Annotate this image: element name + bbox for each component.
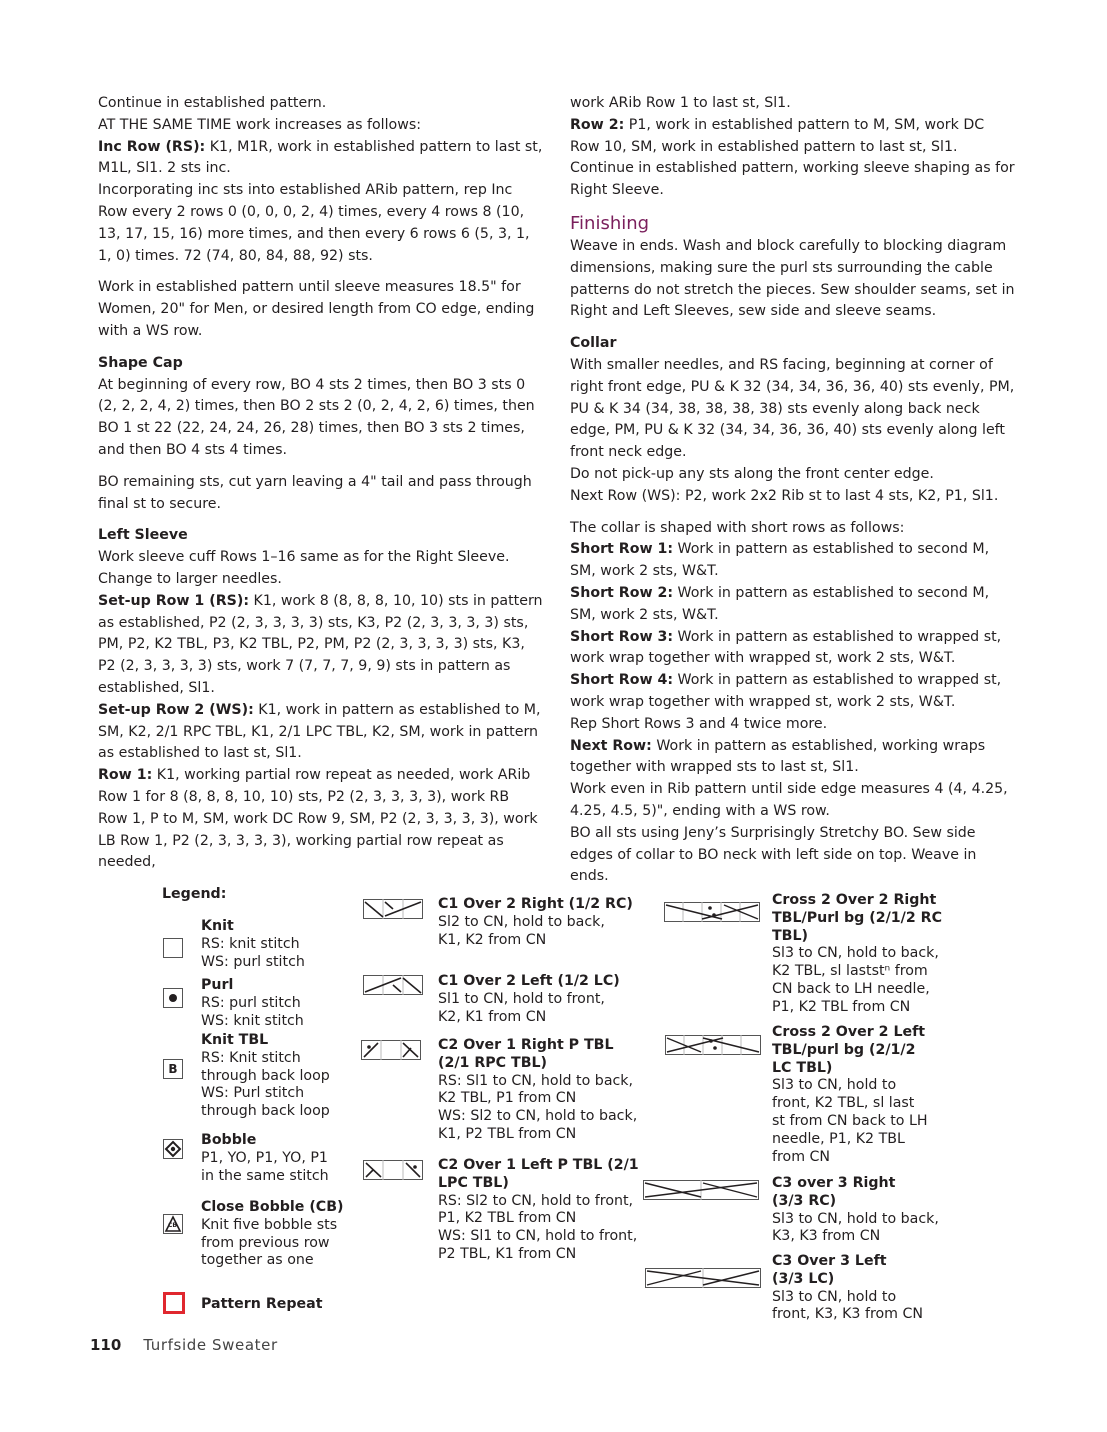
legend-c2-over-1-left-p-tbl	[438, 1157, 639, 1264]
text-line: Next Row (WS): P2, work 2x2 Rib st to last 4 sts, K2, P1, Sl1.	[570, 487, 999, 504]
legend-item-desc: K3, K3 from CN	[772, 1228, 881, 1245]
legend-item-title: C1 Over 2 Left (1/2 LC)	[438, 973, 620, 989]
legend-item-desc: P1, K2 TBL from CN	[438, 1210, 577, 1227]
cross-2-over-2-left-tbl-symbol-icon	[665, 1035, 761, 1055]
legend-item-title: Knit TBL	[201, 1032, 269, 1048]
legend-item-title: C1 Over 2 Right (1/2 RC)	[438, 896, 633, 912]
legend-item-title: Close Bobble (CB)	[201, 1199, 344, 1215]
collar-text	[570, 355, 1015, 508]
short-row-4-text: Work in pattern as established to wrapped st, work wrap together with wrapped st, work 2 sts, W&T.	[570, 672, 1002, 710]
page-footer	[90, 1336, 278, 1354]
short-row-3-label: Short Row 3:	[570, 628, 674, 645]
inc-row-text: K1, M1R, work in established pattern to last st, M1L, Sl1. 2 sts inc.	[98, 138, 543, 177]
legend-item-desc: CN back to LH needle,	[772, 980, 930, 997]
legend-item-title: TBL)	[772, 927, 809, 944]
legend-purl	[201, 977, 304, 1030]
c2-over-1-right-p-tbl-symbol-icon	[361, 1040, 421, 1060]
text-line: The collar is shaped with short rows as follows:	[570, 519, 905, 536]
legend-cross-2-over-2-right-tbl	[772, 892, 942, 1017]
short-row-2-text: Work in pattern as established to second M, SM, work 2 sts, W&T.	[570, 584, 990, 623]
legend-item-title: C2 Over 1 Right P TBL	[438, 1037, 614, 1053]
shape-cap-text: At beginning of every row, BO 4 sts 2 times, then BO 3 sts 0 (2, 2, 2, 4, 2) times, then BO 2 sts 2 (0, 2, 4, 2, 6) times, then BO 1 st 22 (22, 24, 24, 26, 28) times, then BO 3 sts 2 times, and then BO 4 sts 4 times.	[98, 376, 535, 458]
collar-heading: Collar	[570, 335, 617, 352]
intro-paragraph	[98, 93, 543, 267]
legend-item-title: C3 over 3 Right	[772, 1175, 896, 1191]
legend-item-desc: from CN	[772, 1148, 831, 1165]
page-number: 110	[90, 1336, 122, 1354]
legend-item-desc: WS: Sl2 to CN, hold to back,	[438, 1108, 638, 1125]
text-line: Work even in Rib pattern until side edge measures 4 (4, 4.25, 4.25, 4.5, 5)", ending with a WS row.	[570, 781, 1008, 819]
legend-item-desc: WS: purl stitch	[201, 953, 305, 970]
left-sleeve-text	[98, 547, 543, 874]
legend-c1-over-2-right	[438, 896, 633, 949]
text-line: AT THE SAME TIME work increases as follows:	[98, 116, 421, 133]
setup-row-2-text: K1, work in pattern as established to M, SM, K2, 2/1 RPC TBL, K1, 2/1 LPC TBL, K2, SM, work in pattern as established to last st, Sl1.	[98, 701, 541, 762]
legend-item-title: Cross 2 Over 2 Left	[772, 1024, 926, 1040]
legend-c1-over-2-left	[438, 973, 620, 1026]
bind-off-text: BO remaining sts, cut yarn leaving a 4" tail and pass through final st to secure.	[98, 473, 532, 512]
inc-row-label: Inc Row (RS):	[98, 138, 206, 155]
legend-item-desc: K1, P2 TBL from CN	[438, 1125, 577, 1142]
finishing-text: Weave in ends. Wash and block carefully to blocking diagram dimensions, making sure the purl sts surrounding the cable patterns do not stretch the pieces. Sew shoulder seams, set in Right and Left Sleeves, sew side and sleeve seams.	[570, 237, 1015, 320]
text-line: Work sleeve cuff Rows 1–16 same as for the Right Sleeve.	[98, 549, 510, 566]
legend-pattern-repeat: Pattern Repeat	[201, 1296, 323, 1312]
short-row-4-label: Short Row 4:	[570, 672, 674, 689]
legend-item-desc: RS: Sl1 to CN, hold to back,	[438, 1072, 634, 1089]
legend-item-desc: WS: knit stitch	[201, 1012, 304, 1029]
cross-2-over-2-right-tbl-symbol-icon	[664, 902, 760, 922]
setup-row-2-label: Set-up Row 2 (WS):	[98, 701, 254, 718]
setup-row-1-text: K1, work 8 (8, 8, 8, 10, 10) sts in pattern as established, P2 (2, 3, 3, 3, 3) sts, K3, P2 (2, 3, 3, 3, 3) sts, PM, P2, K2 TBL, P3, K2 TBL, P2, PM, P2 (2, 3, 3, 3, 3) sts, K3, P2 (2, 3, 3, 3, 3) sts, work 7 (7, 7, 7, 9, 9) sts in pattern as established, Sl1.	[98, 592, 543, 696]
legend-title: Legend:	[162, 886, 227, 902]
legend-item-title: Bobble	[201, 1132, 257, 1148]
text-line: Continue in established pattern, working sleeve shaping as for Right Sleeve.	[570, 160, 1015, 199]
knit-tbl-symbol-icon: B	[163, 1059, 183, 1079]
pattern-repeat-symbol-icon	[163, 1292, 185, 1314]
legend-item-title: C2 Over 1 Left P TBL (2/1	[438, 1157, 639, 1173]
legend-knit-tbl	[201, 1032, 330, 1121]
legend-item-desc: together as one	[201, 1252, 314, 1269]
legend-item-desc: st from CN back to LH	[772, 1112, 928, 1129]
text-line: Rep Short Rows 3 and 4 twice more.	[570, 715, 828, 732]
legend-item-desc: P1, YO, P1, YO, P1	[201, 1149, 328, 1166]
close-bobble-symbol-icon	[163, 1214, 183, 1234]
legend-item-desc: Knit five bobble sts	[201, 1216, 338, 1233]
short-row-1-text: Work in pattern as established to second M, SM, work 2 sts, W&T.	[570, 541, 990, 580]
legend-item-title: C3 Over 3 Left	[772, 1253, 887, 1269]
left-text-column	[98, 93, 543, 874]
short-row-2-label: Short Row 2:	[570, 584, 674, 601]
legend-item-desc: through back loop	[201, 1103, 330, 1120]
purl-symbol-icon	[163, 988, 183, 1008]
legend-item-desc: in the same stitch	[201, 1167, 329, 1184]
legend-item-desc: K1, K2 from CN	[438, 931, 547, 948]
text-line: BO all sts using Jeny’s Surprisingly Stretchy BO. Sew side edges of collar to BO neck with left side on top. Weave in ends.	[570, 824, 977, 885]
legend-item-desc: WS: Purl stitch	[201, 1085, 305, 1102]
bobble-symbol-icon	[163, 1139, 183, 1159]
short-row-1-label: Short Row 1:	[570, 541, 674, 558]
finishing-heading: Finishing	[570, 212, 650, 234]
legend-item-desc: RS: purl stitch	[201, 994, 301, 1011]
next-row-label: Next Row:	[570, 737, 652, 754]
legend-item-desc: Sl3 to CN, hold to	[772, 1077, 897, 1094]
row-2-text: P1, work in established pattern to M, SM, work DC Row 10, SM, work in established pattern to last st, Sl1.	[570, 116, 985, 155]
legend-item-desc: Sl3 to CN, hold to	[772, 1288, 897, 1305]
text-line: Do not pick-up any sts along the front center edge.	[570, 465, 934, 482]
row-1-text: K1, working partial row repeat as needed, work ARib Row 1 for 8 (8, 8, 8, 10, 10) sts, P2 (2, 3, 3, 3, 3), work RB Row 1, P to M, SM, work DC Row 9, SM, P2 (2, 3, 3, 3, 3), work LB Row 1, P2 (2, 3, 3, 3, 3), working partial row repeat as needed,	[98, 767, 538, 871]
legend-item-title: TBL/Purl bg (2/1/2 RC	[772, 909, 943, 926]
legend-item-desc: Sl2 to CN, hold to back,	[438, 913, 605, 930]
short-rows-text	[570, 518, 1015, 889]
legend-item-desc: front, K2 TBL, sl last	[772, 1095, 915, 1112]
c3-over-3-left-symbol-icon	[645, 1268, 761, 1288]
legend-item-desc: WS: Sl1 to CN, hold to front,	[438, 1228, 638, 1245]
legend-item-title: TBL/purl bg (2/1/2	[772, 1041, 916, 1058]
text-line: With smaller needles, and RS facing, beginning at corner of right front edge, PU & K 32 (34, 34, 36, 36, 40) sts evenly, PM, PU & K 34 (34, 38, 38, 38, 38) sts evenly along back neck edge, PM, PU & K 32 (34, 34, 36, 36, 40) sts evenly along left front neck edge.	[570, 356, 1015, 461]
text-line: Continue in established pattern.	[98, 95, 327, 111]
shape-cap-heading: Shape Cap	[98, 354, 183, 371]
left-sleeve-heading: Left Sleeve	[98, 527, 188, 544]
legend-bobble	[201, 1132, 329, 1185]
legend-item-desc: needle, P1, K2 TBL	[772, 1130, 905, 1147]
legend-item-desc: through back loop	[201, 1067, 330, 1084]
legend-item-desc: K2, K1 from CN	[438, 1008, 547, 1025]
setup-row-1-label: Set-up Row 1 (RS):	[98, 592, 250, 609]
legend-item-title: (3/3 RC)	[772, 1192, 837, 1209]
legend-item-title: Cross 2 Over 2 Right	[772, 892, 937, 908]
legend-item-desc: from previous row	[201, 1234, 330, 1251]
legend-item-desc: Sl1 to CN, hold to front,	[438, 990, 605, 1007]
row-2-label: Row 2:	[570, 116, 625, 133]
legend-item-title: Purl	[201, 977, 234, 993]
knit-symbol-icon	[163, 938, 183, 958]
increase-schedule-text: Incorporating inc sts into established ARib pattern, rep Inc Row every 2 rows 0 (0, 0, 0, 2, 4) times, every 4 rows 8 (10, 13, 17, 15, 16) more times, and then every 6 rows 6 (5, 3, 1, 1, 0) times. 72 (74, 80, 84, 88, 92) sts.	[98, 182, 530, 264]
legend-item-desc: P2 TBL, K1 from CN	[438, 1245, 577, 1262]
legend-knit	[201, 918, 305, 971]
text-line: work ARib Row 1 to last st, Sl1.	[570, 95, 791, 111]
legend-cross-2-over-2-left-tbl	[772, 1024, 928, 1166]
c3-over-3-right-symbol-icon	[643, 1180, 759, 1200]
legend-item-title: Knit	[201, 918, 234, 934]
short-row-3-text: Work in pattern as established to wrapped st, work wrap together with wrapped st, work 2 sts, W&T.	[570, 628, 1002, 667]
close-bobble-symbol-text: CB	[168, 1222, 177, 1229]
legend-item-title: LPC TBL)	[438, 1174, 509, 1191]
legend-item-desc: Sl3 to CN, hold to back,	[772, 945, 939, 962]
legend-item-desc: K2 TBL, sl laststⁿ from	[772, 963, 928, 980]
legend-item-title: (3/3 LC)	[772, 1270, 835, 1287]
text-line: Change to larger needles.	[98, 570, 282, 587]
legend-close-bobble	[201, 1199, 344, 1270]
legend-item-desc: RS: knit stitch	[201, 935, 300, 952]
legend-item-desc: RS: Knit stitch	[201, 1049, 301, 1066]
legend-c2-over-1-right-p-tbl	[438, 1037, 637, 1144]
c1-over-2-right-symbol-icon	[363, 899, 423, 919]
legend-item-title: (2/1 RPC TBL)	[438, 1054, 548, 1071]
legend-c3-over-3-left	[772, 1253, 923, 1324]
next-row-text: Work in pattern as established, working wraps together with wrapped sts to last st, Sl1.	[570, 737, 986, 776]
row-1-label: Row 1:	[98, 767, 153, 784]
continuation-paragraph	[570, 93, 1015, 202]
legend-item-desc: Sl3 to CN, hold to back,	[772, 1210, 939, 1227]
right-text-column	[570, 93, 1015, 888]
c2-over-1-left-p-tbl-symbol-icon	[363, 1160, 423, 1180]
legend-item-desc: RS: Sl2 to CN, hold to front,	[438, 1192, 634, 1209]
legend-item-title: LC TBL)	[772, 1059, 833, 1076]
legend-item-desc: front, K3, K3 from CN	[772, 1306, 924, 1323]
legend-c3-over-3-right	[772, 1175, 939, 1246]
c1-over-2-left-symbol-icon	[363, 975, 423, 995]
footer-title: Turfside Sweater	[143, 1336, 278, 1354]
legend-item-desc: P1, K2 TBL from CN	[772, 998, 911, 1015]
legend-item-desc: K2 TBL, P1 from CN	[438, 1090, 577, 1107]
length-paragraph: Work in established pattern until sleeve measures 18.5" for Women, 20" for Men, or desired length from CO edge, ending with a WS row.	[98, 279, 535, 339]
